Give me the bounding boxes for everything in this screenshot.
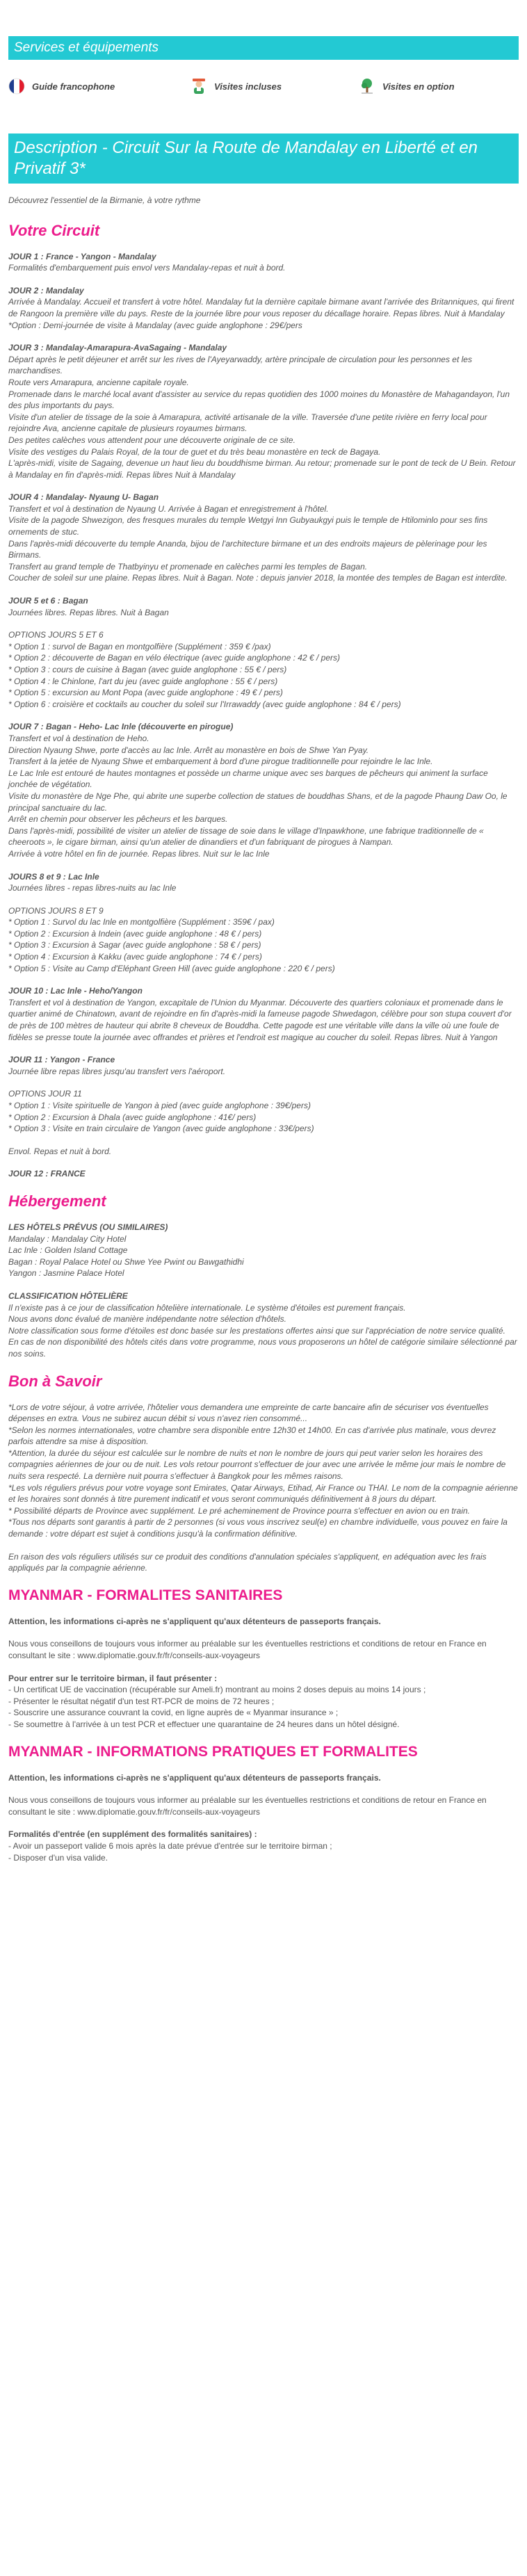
day-text: Visite du monastère de Nge Phe, qui abrite une superbe collection de statues de bouddhas Shans, et de la pagode Phaung Daw Oo, le principal sanctuaire du lac.	[8, 791, 508, 813]
option-line: * Option 1 : Visite spirituelle de Yangon à pied (avec guide anglophone : 39€/pers)	[8, 1101, 311, 1110]
service-label: Visites en option	[382, 81, 455, 92]
day-text: Coucher de soleil sur une plaine. Repas libres. Nuit à Bagan. Note : depuis janvier 2018, la montée des temples de Bagan est interdite.	[8, 573, 508, 583]
option-line: * Option 2 : Excursion à Indein (avec guide anglophone : 48 € / pers)	[8, 928, 262, 939]
pratiques-attention: Attention, les informations ci-après ne s'appliquent qu'aux détenteurs de passeports français.	[8, 1772, 381, 1783]
option-line: * Option 5 : Visite au Camp d'Eléphant Green Hill (avec guide anglophone : 220 € / pers)	[8, 963, 335, 973]
day-text: Visite des vestiges du Palais Royal, de la tour de guet et du très beau monastère en teck de Bagaya.	[8, 446, 381, 457]
bon-a-savoir-line: *Les vols réguliers prévus pour votre voyage sont Emirates, Qatar Airways, Etihad, Air France ou THAI. Le nom de la compagnie aérienne et les horaires sont donnés à titre purement indicatif et vous seront communiqués définitivement à 8 jours du départ.	[8, 1482, 518, 1505]
services-title: Services et équipements	[8, 36, 519, 60]
day-title: JOUR 7 : Bagan - Heho- Lac Inle (découverte en pirogue)	[8, 722, 234, 732]
pratiques-entry	[8, 1829, 519, 1863]
itinerary-day	[8, 492, 519, 584]
itinerary-day	[8, 721, 519, 859]
day-text: Visite de la pagode Shwezigon, des fresques murales du temple Wetgyi Inn Gubyaukgyi puis le temple de Htilominlo pour ses fins ornements de stuc.	[8, 515, 488, 537]
sanitaires-entry-title: Pour entrer sur le territoire birman, il faut présenter :	[8, 1673, 218, 1683]
bon-a-savoir-text	[8, 1402, 519, 1540]
main-content	[8, 195, 519, 1874]
itinerary-day	[8, 629, 519, 710]
hotels-title: LES HÔTELS PRÉVUS (OU SIMILAIRES)	[8, 1222, 168, 1232]
itinerary-day	[8, 251, 519, 274]
sanitaires-consult: Nous vous conseillons de toujours vous informer au préalable sur les éventuelles restrictions et conditions de retour en France en consultant le site : www.diplomatie.gouv.fr/fr/conseils-aux-voyageurs	[8, 1639, 487, 1660]
service-item-options	[359, 72, 455, 100]
pratiques-entry-list	[8, 1840, 519, 1863]
option-line: * Option 4 : Excursion à Kakku (avec guide anglophone : 74 € / pers)	[8, 952, 262, 962]
french-flag-icon	[8, 78, 25, 95]
options-title: OPTIONS JOURS 5 ET 6	[8, 630, 104, 640]
classification-block	[8, 1290, 519, 1360]
pratiques-heading: MYANMAR - INFORMATIONS PRATIQUES ET FORMALITES	[8, 1743, 418, 1760]
hotel-item: Yangon : Jasmine Palace Hotel	[8, 1268, 124, 1279]
classification-line: Il n'existe pas à ce jour de classification hôtelière internationale. Le système d'étoiles est purement français.	[8, 1302, 406, 1313]
cancellation-note: En raison des vols réguliers utilisés sur ce produit des conditions d'annulation spéciales s'appliquent, en adéquation avec les frais appliqués par la compagnie aérienne.	[8, 1551, 487, 1573]
day-text: Le Lac Inle est entouré de hautes montagnes et possède un charme unique avec ses barques de pêcheurs qui animent la surface jonchée de végétation.	[8, 768, 488, 790]
service-label: Guide francophone	[32, 81, 115, 92]
itinerary	[8, 251, 519, 1180]
day-text: Transfert et vol à destination de Heho.	[8, 733, 149, 743]
hotels-block	[8, 1222, 519, 1279]
day-text: Promenade dans le marché local avant d'assister au service du repas quotidien des 1000 moines du Monastère de Mahagandayon, l'un des plus importants du pays.	[8, 389, 510, 411]
sanitaires-entry-line: - Présenter le résultat négatif d'un test RT-PCR de moins de 72 heures ;	[8, 1696, 275, 1706]
sanitaires-entry-line: - Se soumettre à l'arrivée à un test PCR et effectuer une quarantaine de 24 heures dans un hôtel désigné.	[8, 1719, 400, 1729]
itinerary-day	[8, 342, 519, 480]
itinerary-day	[8, 1146, 519, 1158]
option-line: * Option 5 : excursion au Mont Popa (avec guide anglophone : 49 € / pers)	[8, 688, 283, 698]
classification-line: Nous avons donc évalué de manière indépendante notre sélection d'hôtels.	[8, 1314, 286, 1325]
day-title: JOUR 3 : Mandalay-Amarapura-AvaSagaing - Mandalay	[8, 343, 227, 353]
day-text: Transfert et vol à destination de Nyaung U. Arrivée à Bagan et enregistrement à l'hôtel.	[8, 503, 329, 514]
bon-a-savoir-line: *Attention, la durée du séjour est calculée sur le nombre de nuits et non le nombre de jours qui peut varier selon les horaires des compagnies aériennes de jour ou de nuit. Les vols retour pourront s'effectuer de jour avec une arrivée le même jour mais le nombre de nuits sera respecté. La dernière nuit pourra s'effectuer à Bangkok pour les mêmes raisons.	[8, 1448, 506, 1482]
sanitaires-heading: MYANMAR - FORMALITES SANITAIRES	[8, 1587, 283, 1603]
option-line: * Option 6 : croisière et cocktails au coucher du soleil sur l'Irrawaddy (avec guide anglophone : 84 € / pers)	[8, 699, 401, 709]
hebergement-heading: Hébergement	[8, 1192, 106, 1210]
day-text: Formalités d'embarquement puis envol vers Mandalay-repas et nuit à bord.	[8, 263, 286, 273]
day-text: Arrivée à votre hôtel en fin de journée. Repas libres. Nuit sur le lac Inle	[8, 848, 270, 859]
day-title: JOURS 8 et 9 : Lac Inle	[8, 871, 99, 882]
bon-a-savoir-heading: Bon à Savoir	[8, 1372, 102, 1390]
itinerary-day	[8, 871, 519, 894]
itinerary-day	[8, 285, 519, 331]
sanitaires-entry	[8, 1673, 519, 1731]
pratiques-entry-line: - Disposer d'un visa valide.	[8, 1852, 108, 1863]
option-line: * Option 3 : Visite en train circulaire de Yangon (avec guide anglophone : 33€/pers)	[8, 1124, 314, 1134]
classification-text	[8, 1302, 519, 1360]
hotel-item: Bagan : Royal Palace Hotel ou Shwe Yee Pwint ou Bawgathidhi	[8, 1256, 244, 1267]
bon-a-savoir-line: * Possibilité départs de Province avec supplément. Le pré acheminement de Province pourra s'effectuer en avion ou en train.	[8, 1505, 471, 1516]
day-text: Dans l'après-midi, possibilité de visiter un atelier de tissage de soie dans le village d'Inpawkhone, une fabrique traditionnelle de « cheeroots », le cigare birman, ainsi qu'un atelier de dinandiers et d'un fabriquant de pirogues à Nampan.	[8, 825, 484, 848]
day-text: L'après-midi, visite de Sagaing, devenue un haut lieu du bouddhisme birman. Au retour; promenade sur le pont de teck de U Bein. Retour à Mandalay en fin d'après-midi. Repas libres Nuit à Mandalay	[8, 458, 516, 480]
description-title: Description - Circuit Sur la Route de Mandalay en Liberté et en Privatif 3*	[8, 133, 519, 184]
itinerary-day	[8, 985, 519, 1043]
itinerary-day	[8, 1168, 519, 1180]
day-text: Transfert et vol à destination de Yangon, excapitale de l'Union du Myanmar. Découverte des quartiers coloniaux et promenade dans le quartier animé de Chinatown, avant de rejoindre en fin d'après-midi la fameuse pagode Shwedagon, célèbre pour son stupa couvert d'or de près de 100 mètres de hauteur qui abrite 8 cheveux de Bouddha. Cette pagode est une véritable ville dans la ville où une foule de fidèles se presse toute la journée avec offrandes et prières et l'endroit est magique au coucher du soleil. Repas libres. Nuit à Yangon	[8, 997, 512, 1042]
day-text: Transfert au grand temple de Thatbyinyu et promenade en calèches parmi les temples de Bagan.	[8, 561, 368, 572]
day-text: *Option : Demi-journée de visite à Mandalay (avec guide anglophone : 29€/pers	[8, 320, 302, 330]
option-line: * Option 1 : Survol du lac Inle en montgolfière (Supplément : 359€ / pax)	[8, 917, 275, 927]
day-title: JOUR 5 et 6 : Bagan	[8, 596, 88, 606]
day-title: JOUR 4 : Mandalay- Nyaung U- Bagan	[8, 492, 159, 503]
day-title: JOUR 11 : Yangon - France	[8, 1055, 115, 1065]
pratiques-entry-line: - Avoir un passeport valide 6 mois après la date prévue d'entrée sur le territoire birman ;	[8, 1840, 332, 1851]
pratiques-consult: Nous vous conseillons de toujours vous informer au préalable sur les éventuelles restrictions et conditions de retour en France en consultant le site : www.diplomatie.gouv.fr/fr/conseils-aux-voyageurs	[8, 1795, 487, 1817]
sanitaires-entry-line: - Souscrire une assurance couvrant la covid, en ligne auprès de « Myanmar insurance » ;	[8, 1708, 339, 1718]
classification-line: En cas de non disponibilité des hôtels cités dans votre programme, nous vous proposerons un hôtel de catégorie similaire sélectionné par nos soins.	[8, 1337, 517, 1359]
itinerary-day	[8, 905, 519, 975]
bon-a-savoir-line: *Selon les normes internationales, votre chambre sera disponible entre 12h30 et 14h00. En cas d'arrivée plus matinale, vous devrez parfois attendre sa mise à disposition.	[8, 1425, 496, 1447]
option-line: * Option 2 : découverte de Bagan en vélo électrique (avec guide anglophone : 42 € / pers)	[8, 653, 340, 663]
day-text: Arrivée à Mandalay. Accueil et transfert à votre hôtel. Mandalay fut la dernière capitale birmane avant l'arrivée des Britanniques, qui firent de Rangoon la première ville du pays. Reste de la journée libre pour vous reposer du décallage horaire. Repas libres. Nuit à Mandalay	[8, 297, 514, 318]
option-line: * Option 3 : Excursion à Sagar (avec guide anglophone : 58 € / pers)	[8, 940, 261, 950]
day-text: Route vers Amarapura, ancienne capitale royale.	[8, 377, 189, 387]
sanitaires-entry-list	[8, 1684, 519, 1730]
day-title: JOUR 12 : FRANCE	[8, 1169, 86, 1179]
day-text: Journées libres - repas libres-nuits au lac Inle	[8, 883, 177, 893]
itinerary-day	[8, 595, 519, 618]
day-title: JOUR 2 : Mandalay	[8, 285, 84, 295]
day-title: JOUR 10 : Lac Inle - Heho/Yangon	[8, 986, 143, 996]
classification-title: CLASSIFICATION HÔTELIÈRE	[8, 1290, 128, 1301]
option-line: * Option 3 : cours de cuisine à Bagan (avec guide anglophone : 55 € / pers)	[8, 665, 287, 674]
hotel-item: Mandalay : Mandalay City Hotel	[8, 1233, 127, 1244]
bon-a-savoir-line: *Tous nos départs sont garantis à partir de 2 personnes (si vous vous inscrivez seul(e) en chambre individuelle, vous pouvez en faire la demande : votre départ est sujet à conditions jusqu'à la confirmation définitive.	[8, 1517, 508, 1539]
day-text: Départ après le petit déjeuner et arrêt sur les rives de l'Ayeyarwaddy, artère principale de circulation pour les personnes et les marchandises.	[8, 354, 472, 376]
options-title: OPTIONS JOUR 11	[8, 1089, 82, 1099]
day-text: Des petites calèches vous attendent pour une découverte originale de ce site.	[8, 435, 295, 445]
hotel-item: Lac Inle : Golden Island Cottage	[8, 1245, 128, 1256]
hotels-list	[8, 1233, 519, 1279]
sanitaires-entry-line: - Un certificat UE de vaccination (récupérable sur Ameli.fr) montrant au moins 2 doses depuis au moins 14 jours ;	[8, 1685, 426, 1695]
day-text: Journées libres. Repas libres. Nuit à Bagan	[8, 607, 169, 617]
day-text: Dans l'après-midi découverte du temple Ananda, bijou de l'architecture birmane et un des endroits majeurs de pèlerinage pour les Birmans.	[8, 538, 487, 560]
day-text: Direction Nyaung Shwe, porte d'accès au lac Inle. Arrêt au monastère en bois de Shwe Yan Pyay.	[8, 745, 369, 755]
pratiques-entry-title: Formalités d'entrée (en supplément des formalités sanitaires) :	[8, 1829, 257, 1840]
day-text: Transfert à la jetée de Nyaung Shwe et embarquement à bord d'une pirogue traditionnelle pour rejoindre le lac Inle.	[8, 756, 433, 767]
visitor-icon	[190, 78, 207, 95]
day-title: JOUR 1 : France - Yangon - Mandalay	[8, 251, 156, 261]
intro-text: Découvrez l'essentiel de la Birmanie, à votre rythme	[8, 195, 201, 205]
day-text: Arrêt en chemin pour observer les pêcheurs et les barques.	[8, 814, 228, 825]
classification-line: Notre classification sous forme d'étoiles est donc basée sur les prestations offertes ainsi que sur l'appréciation de notre service qualité.	[8, 1325, 505, 1336]
option-line: * Option 1 : survol de Bagan en montgolfière (Supplément : 359 € /pax)	[8, 641, 271, 651]
service-label: Visites incluses	[214, 81, 282, 92]
bon-a-savoir-line: *Lors de votre séjour, à votre arrivée, l'hôtelier vous demandera une empreinte de carte bancaire afin de sécuriser vos éventuelles dépenses en extra. Vous ne subirez aucun débit si vous n'avez rien consommé...	[8, 1402, 489, 1424]
day-text: Journée libre repas libres jusqu'au transfert vers l'aéroport.	[8, 1066, 226, 1076]
service-item-visits	[190, 72, 282, 100]
day-text: Visite d'un atelier de tissage de la soie à Amarapura, activité artisanale de la ville. Traversée d'une petite rivière en ferry local pour rejoindre Ava, ancienne capitale de plusieurs royaumes birmans.	[8, 412, 487, 434]
itinerary-day	[8, 1088, 519, 1134]
options-title: OPTIONS JOURS 8 ET 9	[8, 905, 104, 916]
option-line: * Option 4 : le Chinlone, l'art du jeu (avec guide anglophone : 55 € / pers)	[8, 676, 278, 686]
option-line: * Option 2 : Excursion à Dhala (avec guide anglophone : 41€/ pers)	[8, 1112, 257, 1122]
day-text: Envol. Repas et nuit à bord.	[8, 1146, 112, 1156]
circuit-heading: Votre Circuit	[8, 221, 100, 239]
tree-icon	[359, 78, 375, 95]
itinerary-day	[8, 1054, 519, 1077]
sanitaires-attention: Attention, les informations ci-après ne s'appliquent qu'aux détenteurs de passeports français.	[8, 1616, 381, 1626]
services-list	[8, 72, 519, 100]
service-item-guide	[8, 72, 115, 100]
